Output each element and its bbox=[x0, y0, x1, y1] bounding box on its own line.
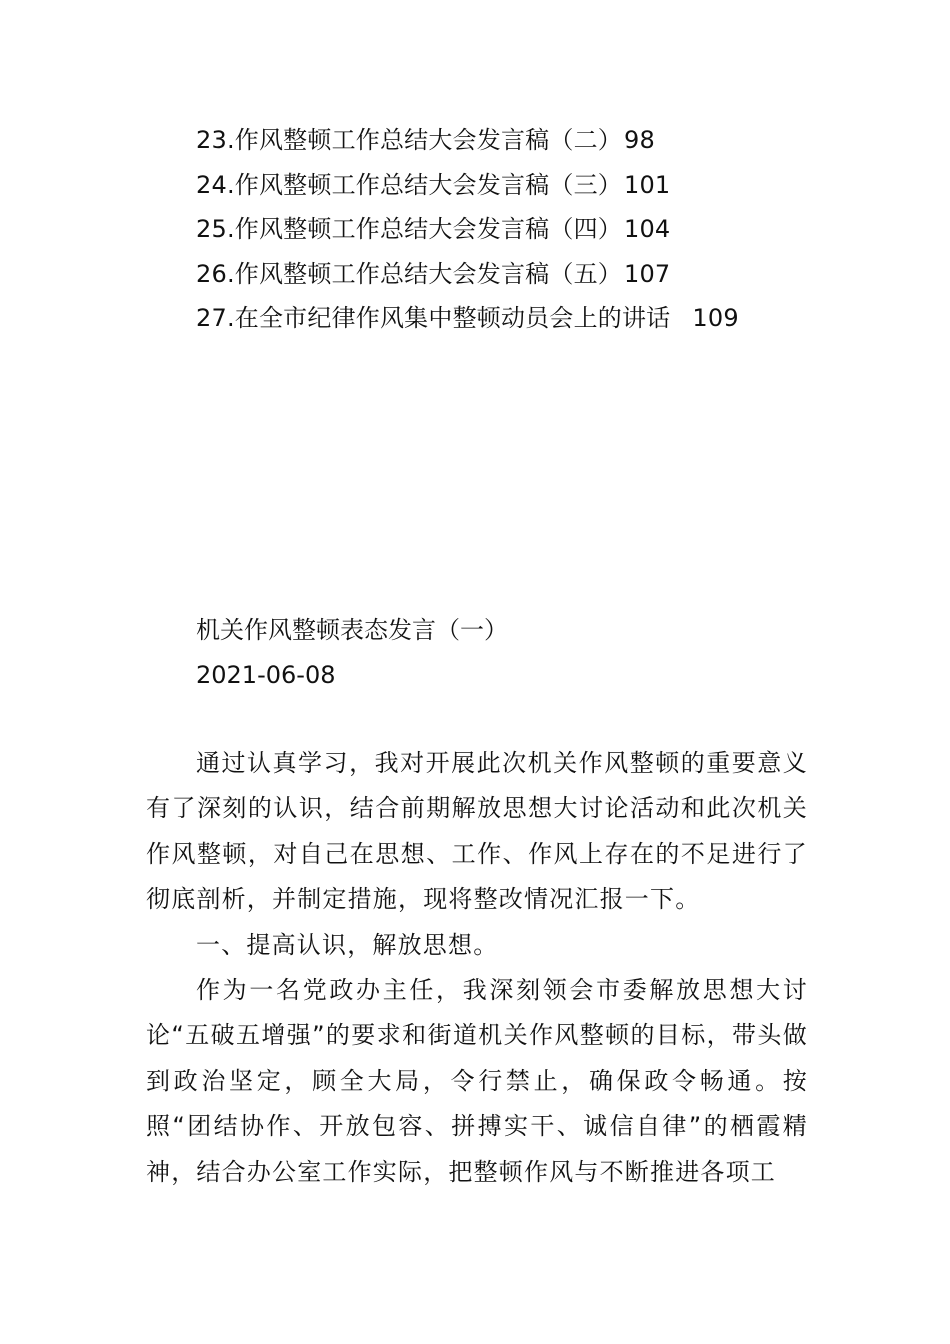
article-body bbox=[146, 741, 808, 1195]
paragraph: 通过认真学习，我对开展此次机关作风整顿的重要意义有了深刻的认识，结合前期解放思想大讨论活动和此次机关作风整顿，对自己在思想、工作、作风上存在的不足进行了彻底剖析，并制定措施，现将整改情况汇报一下。 bbox=[146, 749, 808, 914]
article-title: 机关作风整顿表态发言（一） bbox=[196, 616, 508, 644]
article-date: 2021-06-08 bbox=[196, 661, 336, 689]
table-of-contents bbox=[196, 118, 896, 341]
toc-item-page: 98 bbox=[623, 126, 655, 154]
toc-item-page: 104 bbox=[623, 215, 671, 243]
toc-item[interactable] bbox=[196, 163, 896, 208]
section-heading: 一、提高认识，解放思想。 bbox=[196, 930, 499, 959]
toc-item[interactable] bbox=[196, 252, 896, 297]
article-header bbox=[196, 608, 896, 698]
toc-item-title: 24.作风整顿工作总结大会发言稿（三） bbox=[196, 170, 622, 199]
toc-item-page: 109 bbox=[692, 304, 739, 332]
toc-item-page: 101 bbox=[623, 170, 671, 199]
toc-item-title: 23.作风整顿工作总结大会发言稿（二） bbox=[196, 126, 622, 154]
toc-item[interactable] bbox=[196, 296, 896, 341]
toc-item[interactable] bbox=[196, 118, 896, 163]
toc-item-page: 107 bbox=[623, 259, 671, 288]
toc-item[interactable] bbox=[196, 207, 896, 252]
toc-item-title: 25.作风整顿工作总结大会发言稿（四） bbox=[196, 215, 622, 243]
paragraph: 作为一名党政办主任，我深刻领会市委解放思想大讨论“五破五增强”的要求和街道机关作风整顿的目标，带头做到政治坚定，顾全大局，令行禁止，确保政令畅通。按照“团结协作、开放包容、拼搏实干、诚信自律”的栖霞精神，结合办公室工作实际，把整顿作风与不断推进各项工 bbox=[146, 976, 808, 1186]
toc-item-title: 26.作风整顿工作总结大会发言稿（五） bbox=[196, 259, 622, 288]
toc-item-title: 27.在全市纪律作风集中整顿动员会上的讲话 bbox=[196, 304, 671, 332]
